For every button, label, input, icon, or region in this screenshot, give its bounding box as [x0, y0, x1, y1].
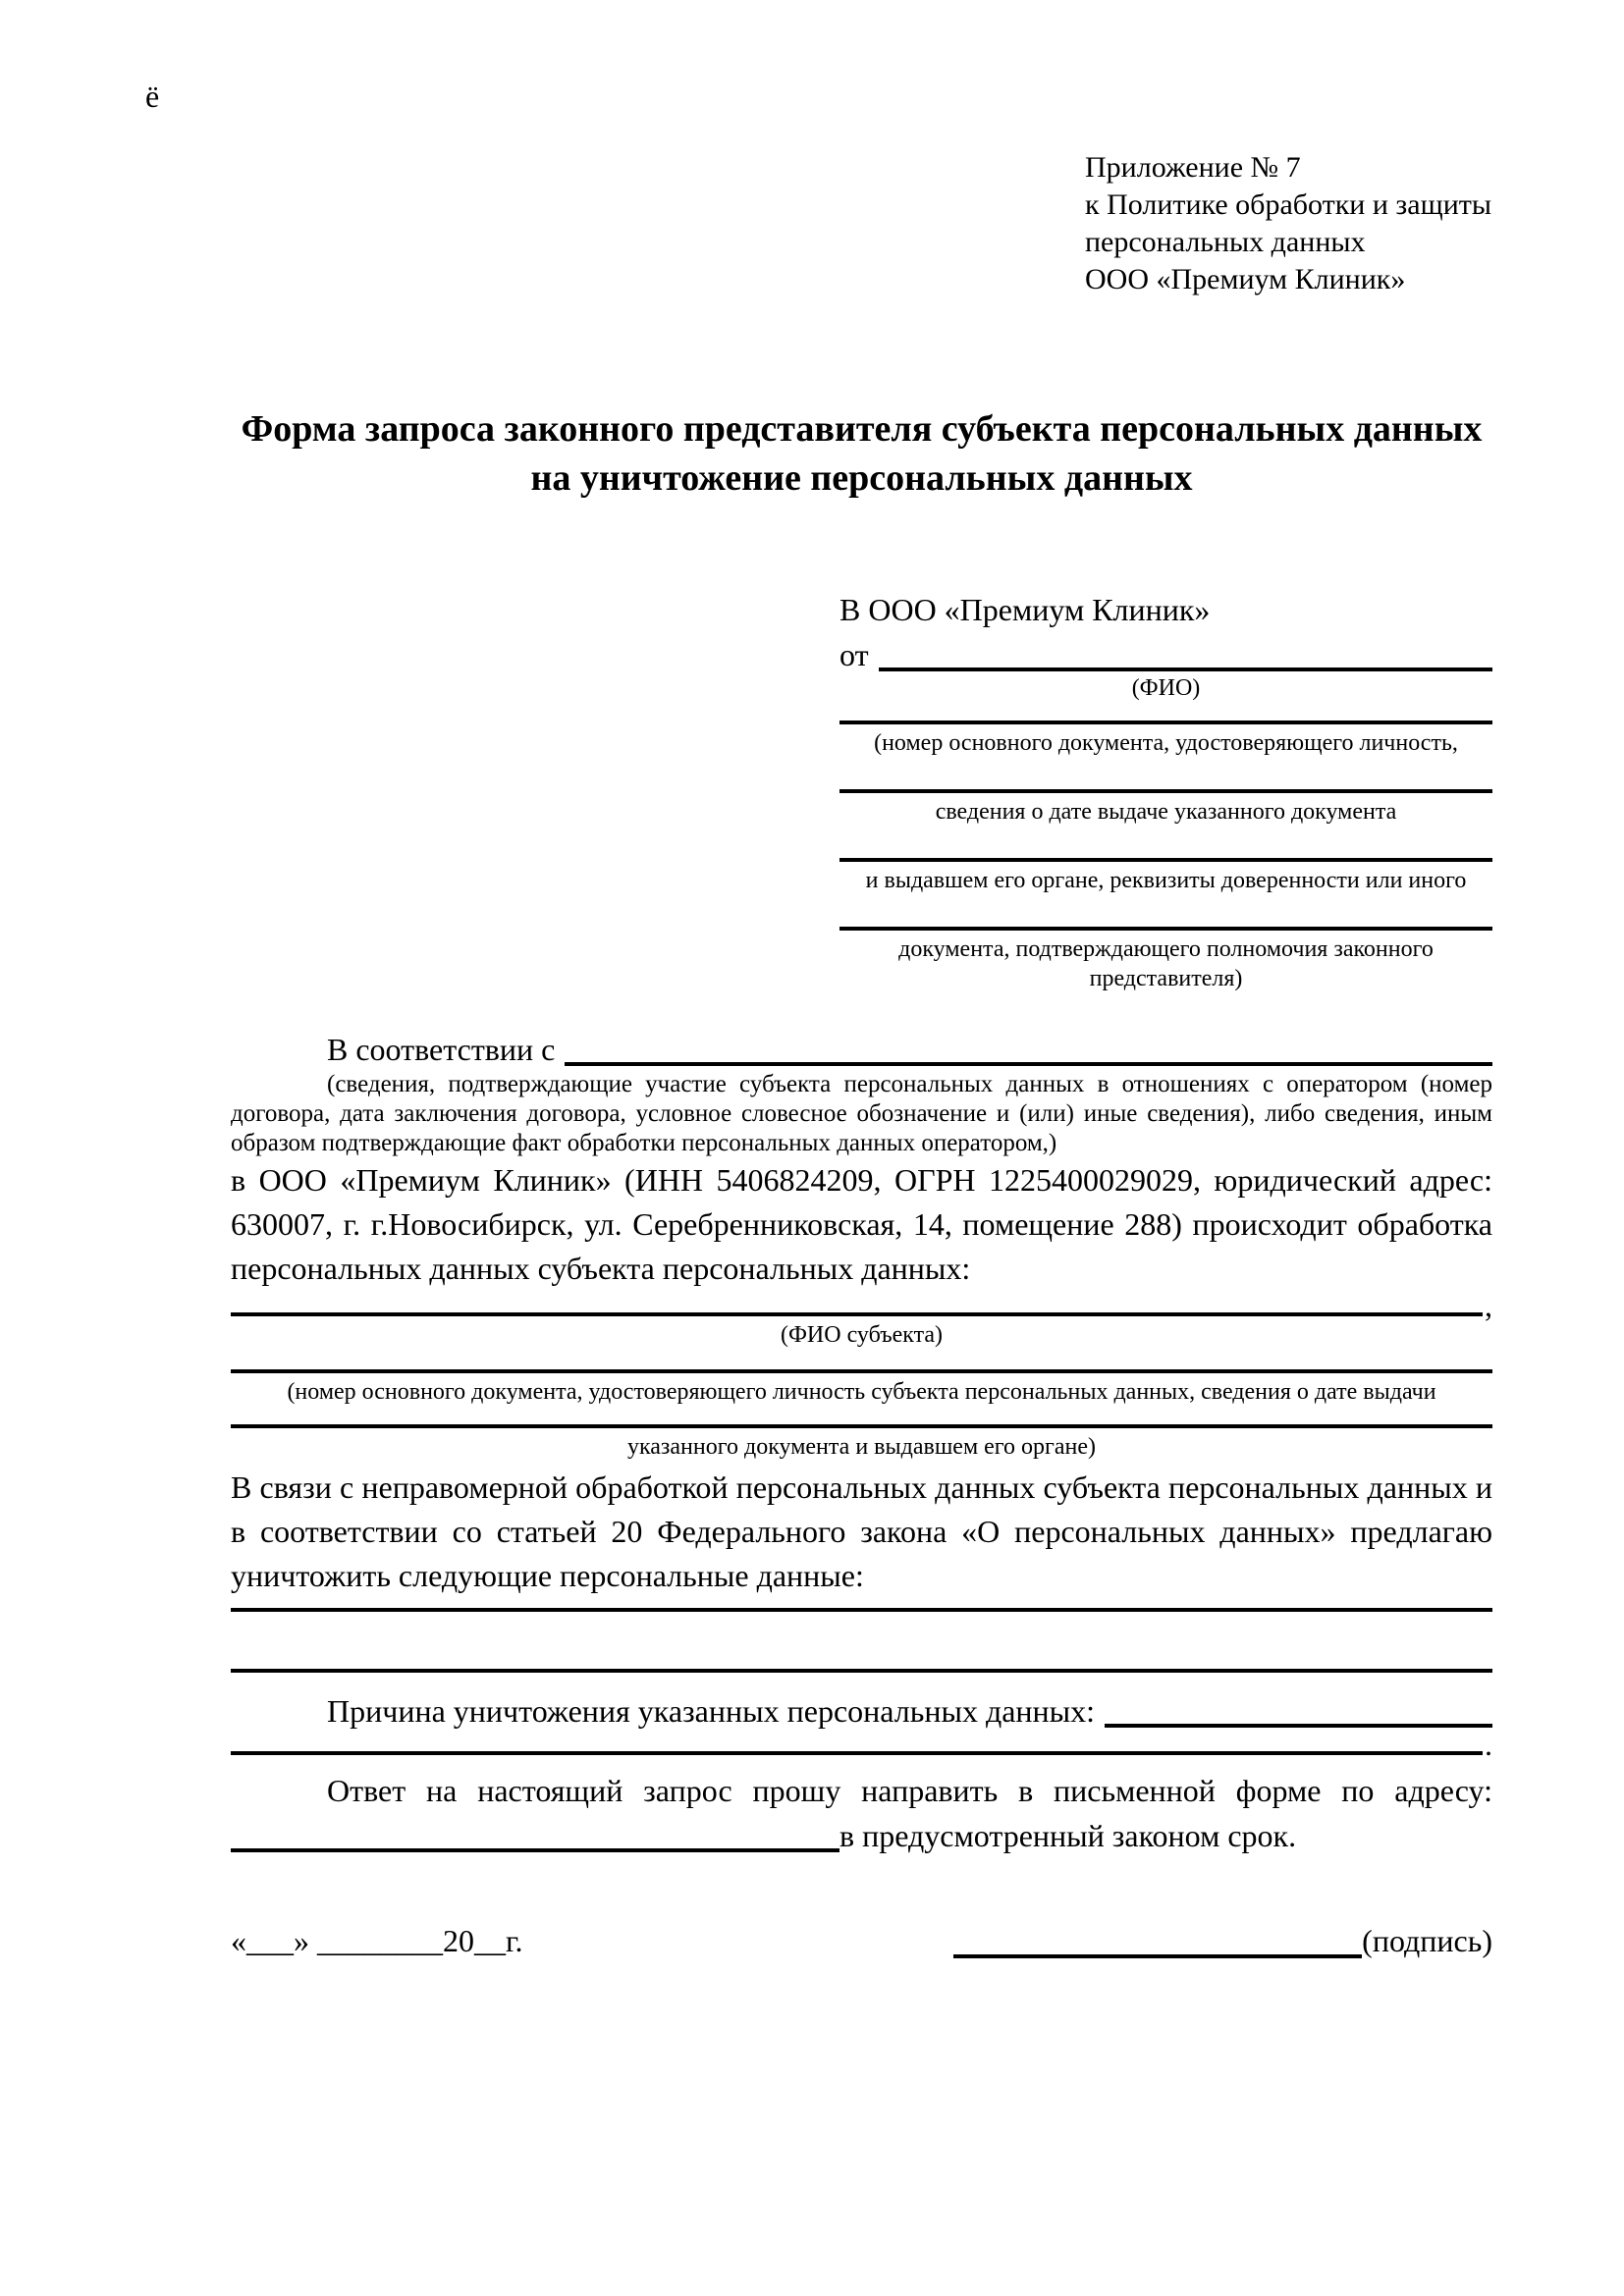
personal-data-list-line-1[interactable] [231, 1608, 1492, 1612]
reply-paragraph: Ответ на настоящий запрос прошу направить в письменной форме по адресу: [327, 1773, 1492, 1808]
signature-caption: (подпись) [1362, 1923, 1492, 1958]
appendix-header [1085, 0, 1492, 298]
form-title-line-1: Форма запроса законного представителя субъекта персональных данных [241, 408, 1483, 450]
issuing-authority-caption: и выдавшем его органе, реквизиты доверенности или иного [865, 868, 1467, 893]
subject-document-caption-1: (номер основного документа, удостоверяющего личность субъекта персональных данных, сведения о дате выдачи [287, 1379, 1436, 1405]
reason-label: Причина уничтожения указанных персональных данных: [327, 1693, 1096, 1729]
trailing-comma: , [1485, 1288, 1492, 1323]
subject-document-field-line-2[interactable] [231, 1424, 1492, 1428]
representative-name-field-line[interactable] [879, 667, 1492, 671]
accordance-row [231, 1025, 1492, 1066]
issue-date-field-line[interactable] [839, 789, 1492, 793]
form-title-line-2: на уничтожение персональных данных [530, 457, 1193, 499]
authority-document-caption: документа, подтверждающего полномочия законного представителя) [898, 936, 1434, 991]
operator-paragraph: в ООО «Премиум Клиник» (ИНН 5406824209, ОГРН 1225400029029, юридический адрес: 630007, г. г.Новосибирск, ул. Серебренниковская, 14, помещение 288) происходит обработка персональных данных субъекта персональных данных: [231, 1162, 1492, 1286]
subject-fio-row [231, 1288, 1492, 1323]
representative-document-field-4 [839, 927, 1492, 993]
reason-field-line[interactable] [1105, 1724, 1492, 1728]
from-row [839, 630, 1492, 671]
date-signature-row [231, 1915, 1492, 1958]
header-line-1: Приложение № 7 [1085, 151, 1301, 184]
signature-field-line[interactable] [953, 1927, 1362, 1958]
reply-tail-text: в предусмотренный законом срок. [839, 1818, 1297, 1853]
date-blank[interactable]: «___» ________20__г. [231, 1923, 523, 1958]
issue-date-caption: сведения о дате выдаче указанного документа [935, 799, 1397, 825]
reason-row [231, 1686, 1492, 1728]
document-number-caption: (номер основного документа, удостоверяющего личность, [874, 730, 1458, 756]
issuing-authority-field-line[interactable] [839, 858, 1492, 862]
reason-field-line-2[interactable] [231, 1751, 1483, 1755]
stray-character: ё [145, 79, 160, 114]
addressee-organization: В ООО «Премиум Клиник» [839, 592, 1211, 627]
representative-document-field-2 [839, 789, 1492, 827]
fio-caption: (ФИО) [1131, 675, 1201, 701]
reply-address-field-line[interactable] [231, 1848, 839, 1852]
representative-document-field-3 [839, 858, 1492, 895]
header-line-2: к Политике обработки и защиты [1085, 188, 1492, 221]
form-title [231, 404, 1492, 503]
trailing-period: . [1485, 1727, 1492, 1762]
addressee-block [839, 589, 1492, 993]
subject-document-field-line-1[interactable] [231, 1369, 1492, 1373]
signature-group [953, 1923, 1492, 1958]
subject-fio-field-line[interactable] [231, 1312, 1483, 1316]
authority-document-field-line[interactable] [839, 927, 1492, 931]
subject-document-caption-2: указанного документа и выдавшем его органе) [626, 1434, 1097, 1460]
accordance-note: (сведения, подтверждающие участие субъекта персональных данных в отношениях с оператором (номер договора, дата заключения договора, условное словесное обозначение и (или) иные сведения), либо сведения, иным образом подтверждающие факт обработки персональных данных оператором,) [231, 1071, 1492, 1156]
accordance-lead: В соответствии с [327, 1032, 556, 1067]
from-label: от [839, 637, 869, 672]
reply-address-row [231, 1813, 1492, 1852]
subject-fio-caption: (ФИО субъекта) [780, 1322, 944, 1348]
unlawful-processing-paragraph: В связи с неправомерной обработкой персональных данных субъекта персональных данных и в соответствии со статьей 20 Федерального закона «О персональных данных» предлагаю уничтожить следующие персональные данные: [231, 1469, 1492, 1593]
representative-document-field-1 [839, 721, 1492, 758]
reason-continuation-row [231, 1727, 1492, 1762]
header-line-4: ООО «Премиум Клиник» [1085, 263, 1406, 295]
personal-data-list-line-2[interactable] [231, 1669, 1492, 1673]
accordance-field-line[interactable] [565, 1062, 1492, 1066]
document-number-field-line[interactable] [839, 721, 1492, 724]
header-line-3: персональных данных [1085, 226, 1366, 258]
